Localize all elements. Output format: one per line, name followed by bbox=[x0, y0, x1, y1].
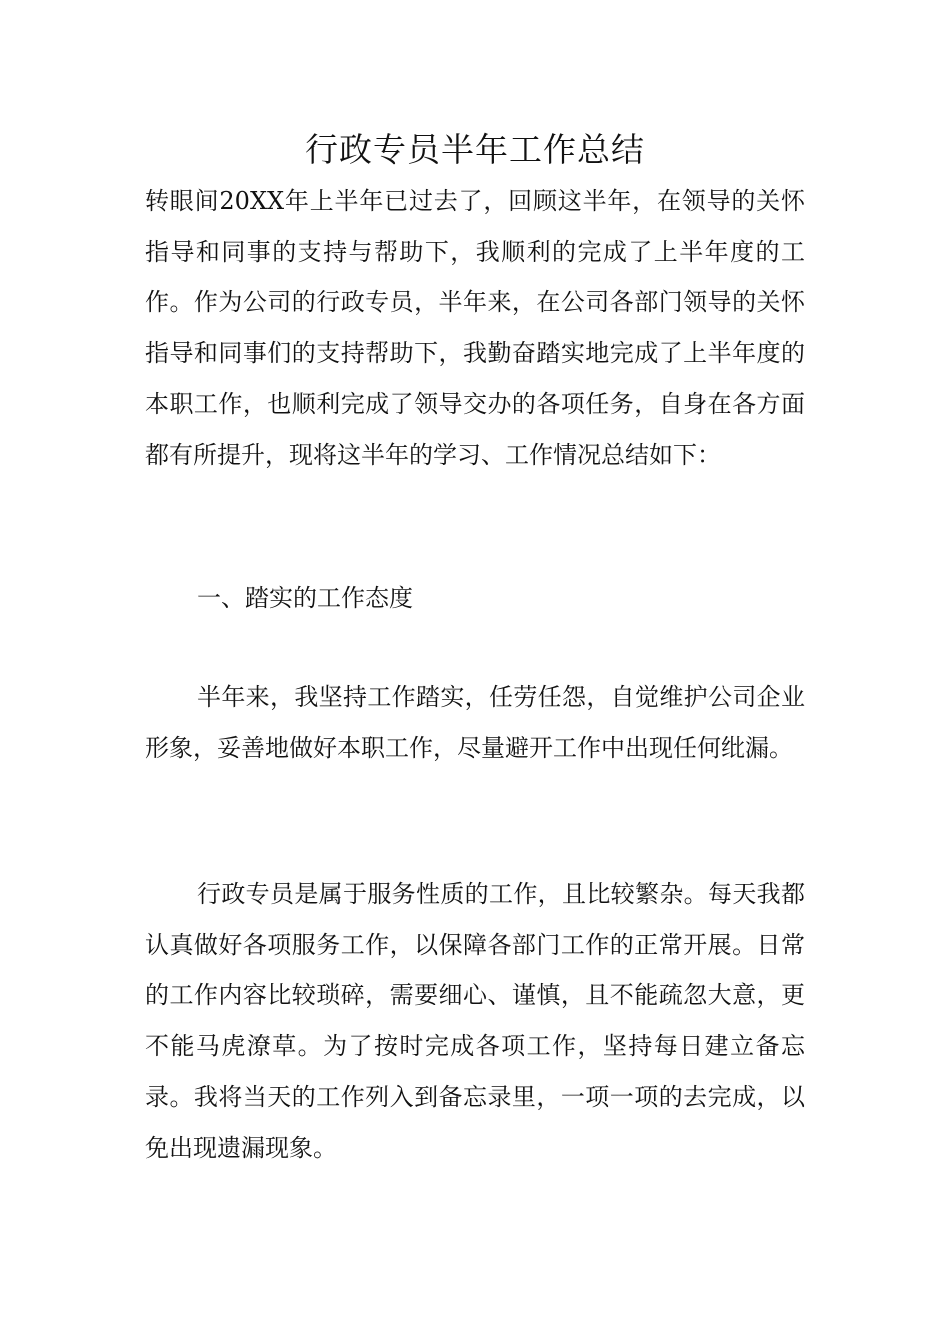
document-title: 行政专员半年工作总结 bbox=[305, 130, 645, 169]
section-heading: 一、踏实的工作态度 bbox=[197, 584, 413, 612]
body-paragraph: 行政专员是属于服务性质的工作，且比较繁杂。每天我都认真做好各项服务工作，以保障各部门工作的正常开展。日常的工作内容比较琐碎，需要细心、谨慎，且不能疏忽大意，更不能马虎潦草。为了按时完成各项工作，坚持每日建立备忘录。我将当天的工作列入到备忘录里，一项一项的去完成，以免出现遗漏现象。 bbox=[145, 880, 805, 1162]
intro-paragraph: 转眼间20XX年上半年已过去了，回顾这半年，在领导的关怀指导和同事的支持与帮助下，我顺利的完成了上半年度的工作。作为公司的行政专员，半年来，在公司各部门领导的关怀指导和同事们的支持帮助下，我勤奋踏实地完成了上半年度的本职工作，也顺利完成了领导交办的各项任务，自身在各方面都有所提升，现将这半年的学习、工作情况总结如下： bbox=[145, 187, 805, 469]
body-paragraph: 半年来，我坚持工作踏实，任劳任怨，自觉维护公司企业形象，妥善地做好本职工作，尽量避开工作中出现任何纰漏。 bbox=[145, 683, 805, 762]
